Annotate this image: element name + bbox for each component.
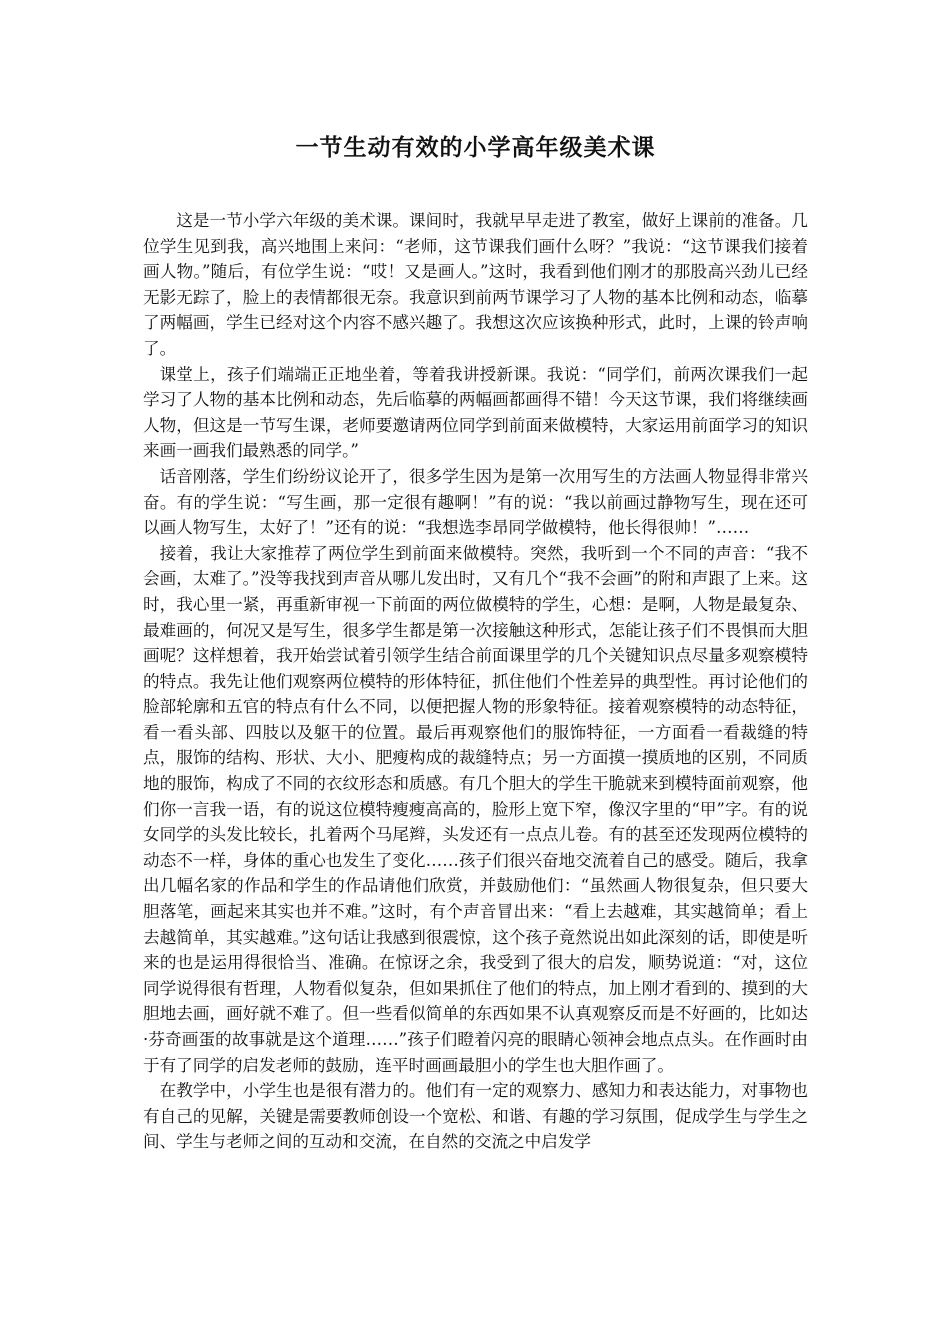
paragraph-discussion: 话音刚落，学生们纷纷议论开了，很多学生因为是第一次用写生的方法画人物显得非常兴奋。有的学生说：“写生画，那一定很有趣啊！”有的说：“我以前画过静物写生，现在还可以画人物写生，太好了！”还有的说：“我想选李昂同学做模特，他长得很帅！”…… <box>143 466 808 538</box>
document-page <box>143 128 808 1155</box>
document-title: 一节生动有效的小学高年级美术课 <box>295 135 656 161</box>
paragraph-reflection: 在教学中，小学生也是很有潜力的。他们有一定的观察力、感知力和表达能力，对事物也有自己的见解，关键是需要教师创设一个宽松、和谐、有趣的学习氛围，促成学生与学生之间、学生与老师之间的互动和交流，在自然的交流之中启发学 <box>143 1081 808 1152</box>
paragraph-classroom: 课堂上，孩子们端端正正地坐着，等着我讲授新课。我说：“同学们，前两次课我们一起学习了人物的基本比例和动态，先后临摹的两幅画都画得不错！今天这节课，我们将继续画人物，但这是一节写生课，老师要邀请两位同学到前面来做模特，大家运用前面学习的知识来画一画我们最熟悉的同学。” <box>143 364 808 461</box>
paragraph-observation: 接着，我让大家推荐了两位学生到前面来做模特。突然，我听到一个不同的声音：“我不会画，太难了。”没等我找到声音从哪儿发出时，又有几个“我不会画”的附和声跟了上来。这时，我心里一紧，再重新审视一下前面的两位做模特的学生，心想：是啊，人物是最复杂、最难画的，何况又是写生，很多学生都是第一次接触这种形式，怎能让孩子们不畏惧而大胆画呢？这样想着，我开始尝试着引领学生结合前面课里学的几个关键知识点尽量多观察模特的特点。我先让他们观察两位模特的形体特征，抓住他们个性差异的典型性。再讨论他们的脸部轮廓和五官的特点有什么不同，以便把握人物的形象特征。接着观察模特的动态特征，看一看头部、四肢以及躯干的位置。最后再观察他们的服饰特征，一方面看一看裁缝的特点，服饰的结构、形状、大小、肥瘦构成的裁缝特点；另一方面摸一摸质地的区别，不同质地的服饰，构成了不同的衣纹形态和质感。有几个胆大的学生干脆就来到模特面前观察，他们你一言我一语，有的说这位模特瘦瘦高高的，脸形上宽下窄，像汉字里的“甲”字。有的说女同学的头发比较长，扎着两个马尾辫，头发还有一点点儿卷。有的甚至还发现两位模特的动态不一样，身体的重心也发生了变化……孩子们很兴奋地交流着自己的感受。随后，我拿出几幅名家的作品和学生的作品请他们欣赏，并鼓励他们：“虽然画人物很复杂，但只要大胆落笔，画起来其实也并不难。”这时，有个声音冒出来：“看上去越难，其实越简单；看上去越简单，其实越难。”这句话让我感到很震惊，这个孩子竟然说出如此深刻的话，即使是听来的也是运用得很恰当、准确。在惊讶之余，我受到了很大的启发，顺势说道：“对，这位同学说得很有哲理，人物看似复杂，但如果抓住了他们的特点，加上刚才看到的、摸到的大胆地去画，画好就不难了。但一些看似简单的东西如果不认真观察反而是不好画的，比如达·芬奇画蛋的故事就是这个道理……”孩子们瞪着闪亮的眼睛心领神会地点点头。在作画时由于有了同学的启发老师的鼓励，连平时画画最胆小的学生也大胆作画了。 <box>143 543 808 1075</box>
paragraph-intro: 这是一节小学六年级的美术课。课间时，我就早早走进了教室，做好上课前的准备。几位学生见到我，高兴地围上来问：“老师，这节课我们画什么呀？”我说：“这节课我们接着画人物。”随后，有位学生说：“哎！又是画人。”这时，我看到他们刚才的那股高兴劲儿已经无影无踪了，脸上的表情都很无奈。我意识到前两节课学习了人物的基本比例和动态，临摹了两幅画，学生已经对这个内容不感兴趣了。我想这次应该换种形式，此时，上课的铃声响了。 <box>143 211 808 358</box>
